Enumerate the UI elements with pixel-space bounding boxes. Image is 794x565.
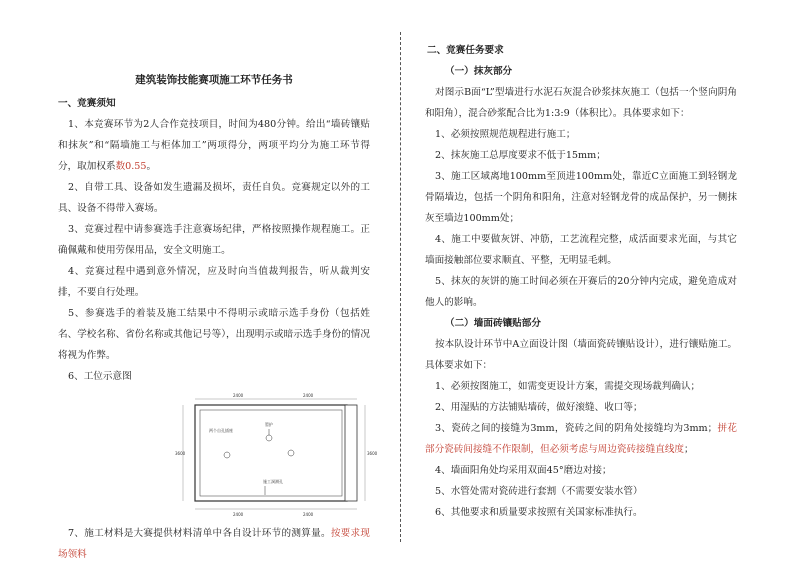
section-heading-notice: 一、竞赛须知 (58, 98, 116, 109)
right-column (425, 40, 737, 523)
plaster-req-1: 1、必须按照规范规程进行施工； (435, 129, 576, 140)
notice-item-7 (58, 523, 370, 565)
plaster-req-3: 3、施工区域离地100mm至顶进100mm处，靠近C立面施工到轻钢龙骨隔墙边，包括一个阴角和阳角，注意对轻钢龙骨的成品保护，另一侧抹灰至墙边100mm处； (425, 171, 737, 224)
notice-item-2: 2、自带工具、设备如发生遗漏及损坏，责任自负。竞赛规定以外的工具、设备不得带入赛场。 (58, 182, 370, 214)
left-column (58, 40, 378, 565)
tile-req-6: 6、其他要求和质量要求按照有关国家标准执行。 (435, 507, 643, 518)
dim-left: 3600 (175, 451, 186, 456)
dim-top-right: 2400 (303, 393, 314, 398)
plaster-req-5: 5、抹灰的灰饼的施工时间必须在开赛后的20分钟内完成，避免造成对他人的影响。 (425, 276, 737, 308)
weight-coefficient: 数0.55 (115, 161, 147, 172)
label-outlets: 两个自孔插座 (209, 428, 233, 433)
outer-wall (195, 405, 347, 501)
section-heading-tasks: 二、竞赛任务要求 (427, 45, 504, 56)
notice-item-1-end: 。 (146, 161, 157, 172)
notice-item-6: 6、工位示意图 (68, 371, 132, 382)
notice-item-1-text: 1、本竞赛环节为2人合作竞技项目，时间为480分钟。给出“墙砖镶贴和抹灰”和“隔墙施工与柜体加工”两项得分，两项平均分为施工环节得分，取加权系 (58, 119, 370, 172)
workstation-diagram (153, 391, 403, 519)
notice-item-3: 3、竞赛过程中请参赛选手注意赛场纪律，严格按照操作规程施工。正确佩戴和使用劳保用品，安全文明施工。 (58, 224, 370, 256)
tile-intro: 按本队设计环节中A立面设计图（墙面瓷砖镶贴设计），进行镶贴施工。具体要求如下： (425, 339, 737, 371)
notice-item-1 (58, 114, 370, 177)
dim-right: 3600 (367, 451, 378, 456)
plaster-intro: 对图示B面“L”型墙进行水泥石灰混合砂浆抹灰施工（包括一个竖向阴角和阳角），混合砂浆配合比为1:3:9（体积比）。具体要求如下： (425, 87, 737, 119)
plaster-req-2: 2、抹灰施工总厚度要求不低于15mm； (435, 150, 606, 161)
tile-req-1: 1、必须按图施工，如需变更设计方案，需提交现场裁判确认； (435, 381, 701, 392)
subsection-tiling: （二）墙面砖镶贴部分 (445, 318, 541, 329)
partition-wall (345, 405, 357, 501)
marker-circle (224, 452, 230, 458)
label-door: 施工洞测孔 (263, 479, 283, 484)
notice-item-7-text: 7、施工材料是大赛提供材料清单中各自设计环节的测算量。 (68, 528, 331, 539)
marker-circle (266, 435, 272, 441)
notice-item-7-highlight: 按要求现场领料 (58, 528, 370, 560)
notice-item-4: 4、竞赛过程中遇到意外情况，应及时向当值裁判报告，听从裁判安排，不要自行处理。 (58, 266, 370, 298)
dim-bottom-left: 2400 (233, 512, 244, 517)
plaster-req-4: 4、施工中要做灰饼、冲筋，工艺流程完整，成活面要求光面，与其它墙面接触部位要求顺直、平整，无明显毛刺。 (425, 234, 737, 266)
tile-req-3-end: ； (684, 444, 694, 455)
tile-req-2: 2、用湿贴的方法铺贴墙砖，做好滚缝、收口等； (435, 402, 643, 413)
marker-circle (288, 450, 294, 456)
label-protection: 暂护 (265, 422, 273, 427)
tile-req-3-text: 3、瓷砖之间的接缝为3mm，瓷砖之间的阴角处接缝均为3mm； (435, 423, 718, 434)
tile-req-3 (425, 418, 737, 460)
tile-req-4: 4、墙面阳角处均采用双面45°磨边对接； (435, 465, 612, 476)
workstation-plan-svg (153, 391, 403, 519)
subsection-plastering: （一）抹灰部分 (445, 66, 513, 77)
tile-req-3-highlight: 拼花部分瓷砖间接缝不作限制，但必须考虑与周边瓷砖接缝直线度 (425, 423, 738, 455)
notice-item-5: 5、参赛选手的着装及施工结果中不得明示或暗示选手身份（包括姓名、学校名称、省份名称或其他记号等），出现明示或暗示选手身份的情况将视为作弊。 (58, 308, 370, 361)
tile-req-5: 5、水管处需对瓷砖进行套割（不需要安装水管） (435, 486, 643, 497)
document-title: 建筑装饰技能赛项施工环节任务书 (135, 74, 293, 86)
dim-top-left: 2400 (233, 393, 244, 398)
dim-bottom-right: 2400 (303, 512, 314, 517)
